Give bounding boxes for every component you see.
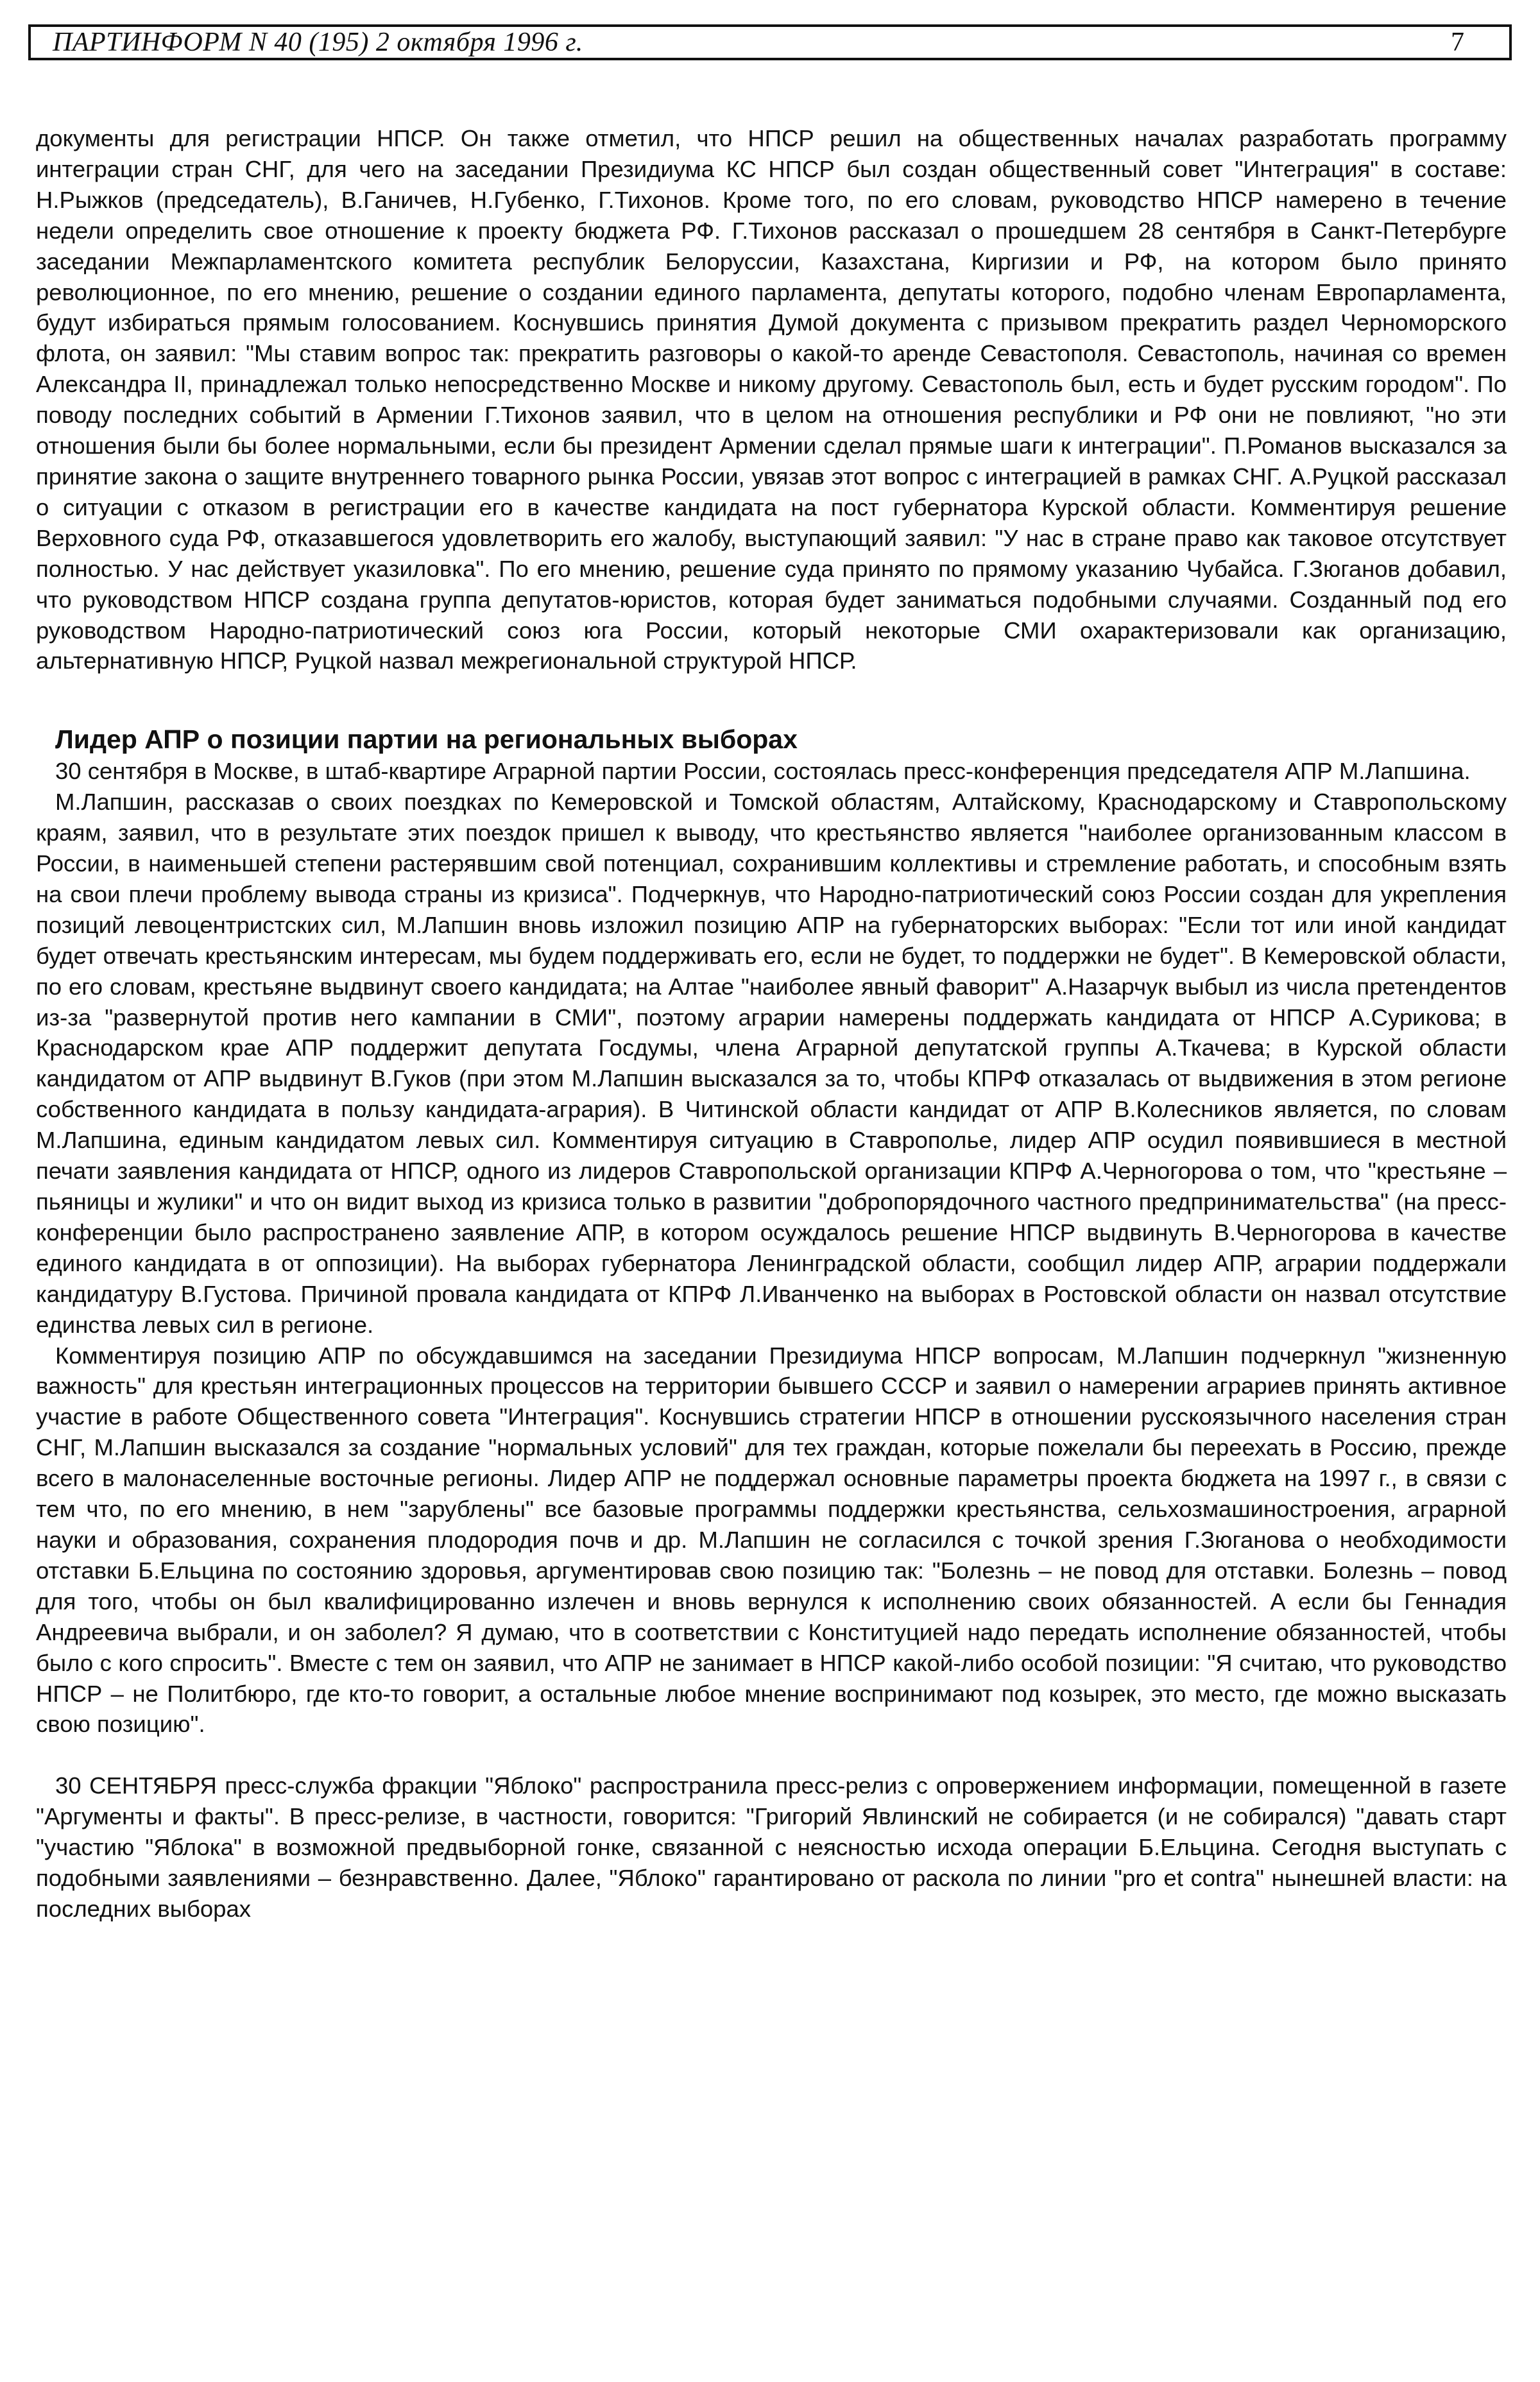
publication-title: ПАРТИНФОРМ N 40 (195) 2 октября 1996 г. <box>53 28 583 57</box>
paragraph-continued: документы для регистрации НПСР. Он также отметил, что НПСР решил на общественных началах разработать программу интеграции стран СНГ, для чего на заседании Президиума КС НПСР был создан общественный совет "Интеграция" в составе: Н.Рыжков (председатель), В.Ганичев, Н.Губенко, Г.Тихонов. Кроме того, по его словам, руководство НПСР намерено в течение недели определить свое отношение к проекту бюджета РФ. Г.Тихонов рассказал о прошедшем 28 сентября в Санкт-Петербурге заседании Межпарламентского комитета республик Белоруссии, Казахстана, Киргизии и РФ, на котором было принято революционное, по его мнению, решение о создании единого парламента, депутаты которого, подобно членам Европарламента, будут избираться прямым голосованием. Коснувшись принятия Думой документа с призывом прекратить раздел Черноморского флота, он заявил: "Мы ставим вопрос так: прекратить разговоры о какой-то аренде Севастополя. Севастополь, начиная со времен Александра II, принадлежал только непосредственно Москве и никому другому. Севастополь был, есть и будет русским городом". По поводу последних событий в Армении Г.Тихонов заявил, что в целом на отношения республики и РФ они не повлияют, "но эти отношения были бы более нормальными, если бы президент Армении сделал прямые шаги к интеграции". П.Романов высказался за принятие закона о защите внутреннего товарного рынка России, увязав этот вопрос с интеграцией в рамках СНГ. А.Руцкой рассказал о ситуации с отказом в регистрации его в качестве кандидата на пост губернатора Курской области. Комментируя решение Верховного суда РФ, отказавшегося удовлетворить его жалобу, выступающий заявил: "У нас в стране право как таковое отсутствует полностью. У нас действует указиловка". По его мнению, решение суда принято по прямому указанию Чубайса. Г.Зюганов добавил, что руководством НПСР создана группа депутатов-юристов, которая будет заниматься подобными случаями. Созданный под его руководством Народно-патриотический союз юга России, который некоторые СМИ охарактеризовали как организацию, альтернативную НПСР, Руцкой назвал межрегиональной структурой НПСР. <box>36 125 1507 674</box>
article-paragraph: 30 СЕНТЯБРЯ пресс-служба фракции "Яблоко" распространила пресс-релиз с опровержением информации, помещенной в газете "Аргументы и факты". В пресс-релизе, в частности, говорится: "Григорий Явлинский не собирается (и не собирался) "давать старт "участию "Яблока" в возможной предвыборной гонке, связанной с неясностью исхода операции Б.Ельцина. Сегодня выступать с подобными заявлениями – безнравственно. Далее, "Яблоко" гарантировано от раскола по линии "pro et contra" нынешней власти: на последних выборах <box>36 1772 1507 1922</box>
section-paragraph: Комментируя позицию АПР по обсуждавшимся на заседании Президиума НПСР вопросам, М.Лапшин подчеркнул "жизненную важность" для крестьян интеграционных процессов на территории бывшего СССР и заявил о намерении аграриев принять активное участие в работе Общественного совета "Интеграция". Коснувшись стратегии НПСР в отношении русскоязычного населения стран СНГ, М.Лапшин высказался за создание "нормальных условий" для тех граждан, которые пожелали бы переехать в Россию, прежде всего в малонаселенные восточные регионы. Лидер АПР не поддержал основные параметры проекта бюджета на 1997 г., в связи с тем что, по его мнению, в нем "зарублены" все базовые программы поддержки крестьянства, сельхозмашиностроения, аграрной науки и образования, сохранения плодородия почв и др. М.Лапшин не согласился с точкой зрения Г.Зюганова о необходимости отставки Б.Ельцина по состоянию здоровья, аргументировав свою позицию так: "Болезнь – не повод для отставки. Болезнь – повод для того, чтобы он был квалифицированно излечен и вновь вернулся к исполнению своих обязанностей. А если бы Геннадия Андреевича выбрали, и он заболел? Я думаю, что в соответствии с Конституцией надо передать исполнение обязанностей, чтобы было с кого спросить". Вместе с тем он заявил, что АПР не занимает в НПСР какой-либо особой позиции: "Я считаю, что руководство НПСР – не Политбюро, где кто-то говорит, а остальные любое мнение воспринимают под козырек, это место, где можно высказать свою позицию". <box>36 1342 1507 1738</box>
article-body <box>36 123 1507 1924</box>
section-paragraph: 30 сентября в Москве, в штаб-квартире Аграрной партии России, состоялась пресс-конференция председателя АПР М.Лапшина. <box>55 758 1471 785</box>
page-header <box>28 24 1512 60</box>
paragraph-gap <box>36 1740 1507 1770</box>
section-paragraph: М.Лапшин, рассказав о своих поездках по Кемеровской и Томской областям, Алтайскому, Краснодарскому и Ставропольскому краям, заявил, что в результате этих поездок пришел к выводу, что крестьянство является "наиболее организованным классом в России, в наименьшей степени растерявшим свой потенциал, сохранившим коллективы и стремление работать, и способным взять на свои плечи проблему вывода страны из кризиса". Подчеркнув, что Народно-патриотический союз России создан для укрепления позиций левоцентристских сил, М.Лапшин вновь изложил позицию АПР на губернаторских выборах: "Если тот или иной кандидат будет отвечать крестьянским интересам, мы будем поддерживать его, если не будет, то поддержки не будет". В Кемеровской области, по его словам, крестьяне выдвинут своего кандидата; на Алтае "наиболее явный фаворит" А.Назарчук выбыл из числа претендентов из-за "развернутой против него кампании в СМИ", поэтому аграрии намерены поддержать кандидата от НПСР А.Сурикова; в Краснодарском крае АПР поддержит депутата Госдумы, члена Аграрной депутатской группы А.Ткачева; в Курской области кандидатом от АПР выдвинут В.Гуков (при этом М.Лапшин высказался за то, чтобы КПРФ отказалась от выдвижения в этом регионе собственного кандидата в пользу кандидата-агрария). В Читинской области кандидат от АПР В.Колесников является, по словам М.Лапшина, единым кандидатом левых сил. Комментируя ситуацию в Ставрополье, лидер АПР осудил появившиеся в местной печати заявления кандидата от НПСР, одного из лидеров Ставропольской организации КПРФ А.Черногорова о том, что "крестьяне – пьяницы и жулики" и что он видит выход из кризиса только в развитии "добропорядочного частного предпринимательства" (на пресс-конференции было распространено заявление АПР, в котором осуждалось решение НПСР выдвинуть В.Черногорова в качестве единого кандидата в от оппозиции). На выборах губернатора Ленинградской области, сообщил лидер АПР, аграрии поддержали кандидатуру В.Густова. Причиной провала кандидата от КПРФ Л.Иванченко на выборах в Ростовской области он назвал отсутствие единства левых сил в регионе. <box>36 789 1507 1338</box>
page-number: 7 <box>1451 28 1464 57</box>
section-heading: Лидер АПР о позиции партии на региональных выборах <box>55 724 798 755</box>
